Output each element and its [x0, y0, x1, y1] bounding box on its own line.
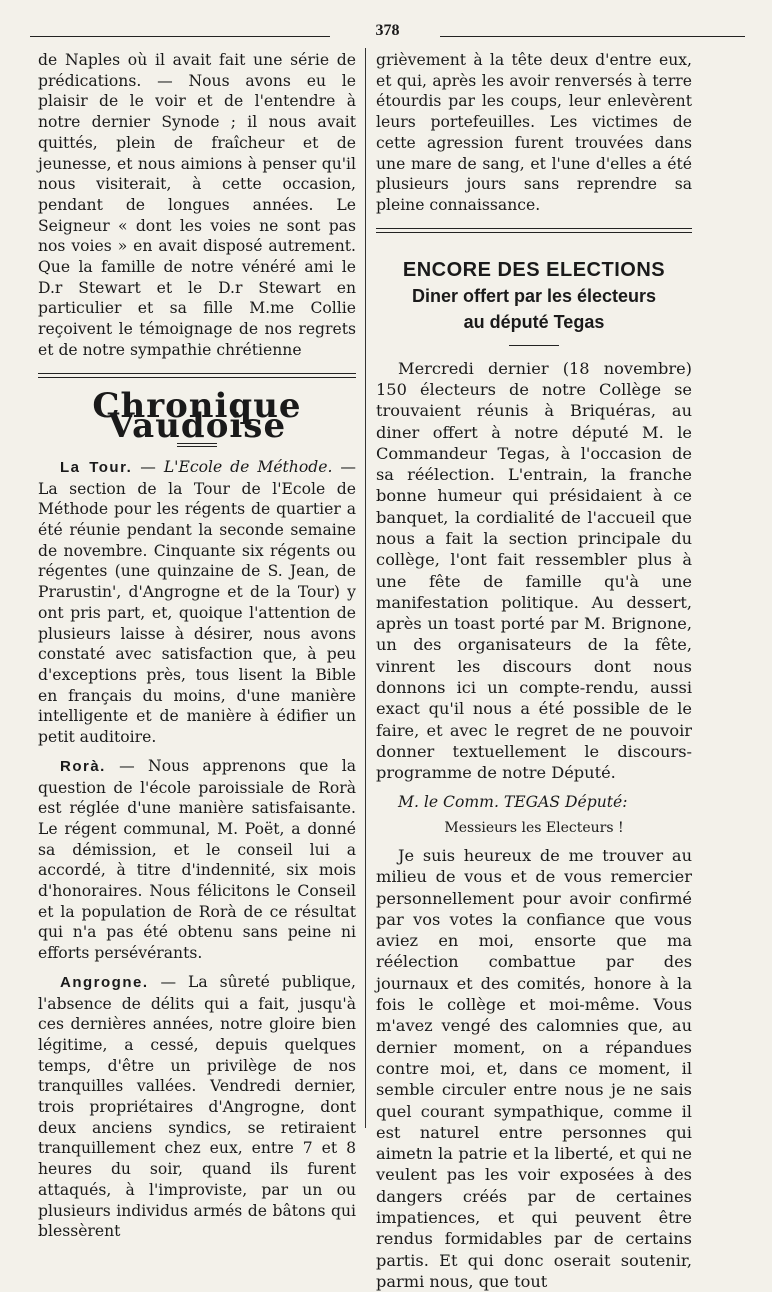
- header-rule-right: [440, 36, 745, 37]
- section-text: La sûreté publique, l'absence de délits qui a fait, jusqu'à ces dernières années, notre gloire bien légitime, a cessé, depuis quelques temps, d'être un privilège de nos tranquilles vallées. Vendredi dernier, trois propriétaires d'Angrogne, dont deux anciens syndics, se retiraient tranquillement chez eux, entre 7 et 8 heures du soir, quand ils furent attaqués, à l'improviste, par un ou plusieurs individus armés de bâtons qui blessèrent: [38, 972, 356, 1241]
- greeting: Messieurs les Electeurs !: [444, 820, 624, 837]
- section-text: Nous apprenons que la question de l'école paroissiale de Rorà est réglée d'une manière satisfaisante. Le régent communal, M. Poët, a donné sa démission, et le conseil lui a accordé, à titre d'indennité, six mois d'honoraires. Nous félicitons le Conseil et la population de Rorà de ce résultat qui n'a pas été obtenu sans peine ni efforts persévérants.: [38, 756, 356, 963]
- title-rule: [509, 345, 559, 346]
- chronicle-title: Chronique Vaudoise: [92, 385, 302, 447]
- left-column: [38, 50, 356, 1250]
- article-title-line3: au député Tegas: [463, 311, 605, 332]
- section-angrogne: Angrogne. — La sûreté publique, l'absence de délits qui a fait, jusqu'à ces dernières années, notre gloire bien légitime, a cessé, depuis quelques temps, d'être un privilège de nos tranquilles vallées. Vendredi dernier, trois propriétaires d'Angrogne, dont deux anciens syndics, se retiraient tranquillement chez eux, entre 7 et 8 heures du soir, quand ils furent attaqués, à l'improviste, par un ou plusieurs individus armés de bâtons qui blessèrent: [38, 972, 356, 1241]
- article-title-line2: Diner offert par les électeurs: [411, 285, 657, 306]
- section-rule: [38, 373, 356, 378]
- right-column: [376, 50, 692, 1292]
- page-number: 378: [375, 22, 400, 39]
- section-la-tour: La Tour. — L'Ecole de Méthode. — La section de la Tour de l'Ecole de Méthode pour les régents de quartier a été réunie pendant la seconde semaine de novembre. Cinquante six régents ou régentes (une quinzaine de S. Jean, de Prarustin', d'Angrogne et de la Tour) y ont pris part, et, quoique l'attention de plusieurs laisse à désirer, nous avons constaté avec satisfaction que, à peu d'exceptions près, tous lisent la Bible en français du moins, d'une manière intelligente et de manière à édifier un petit auditoire.: [38, 457, 356, 747]
- section-rule: [376, 228, 692, 233]
- continuation-paragraph: grièvement à la tête deux d'entre eux, et qui, après les avoir renversés à terre étourdis par les coups, leur enlevèrent leurs portefeuilles. Les victimes de cette agression furent trouvées dans une mare de sang, et l'une d'elles a été plusieurs jours sans reprendre sa pleine connaissance.: [376, 51, 692, 214]
- place-name: Angrogne.: [60, 973, 149, 991]
- page-header: [30, 22, 745, 46]
- place-name: La Tour.: [60, 458, 133, 476]
- section-text: La section de la Tour de l'Ecole de Méthode pour les régents de quartier a été réunie pendant la seconde semaine de novembre. Cinquante six régents ou régentes (une quinzaine de S. Jean, de Prarustin', d'Angrogne et de la Tour) y ont pris part, et, quoique l'attention de plusieurs laisse à désirer, nous avons constaté avec satisfaction que, à peu d'exceptions près, tous lisent la Bible en français du moins, d'une manière intelligente et de manière à édifier un petit auditoire.: [38, 479, 356, 747]
- intro-paragraph: de Naples où il avait fait une série de prédications. — Nous avons eu le plaisir de le voir et de l'entendre à notre dernier Synode ; il nous avait quittés, plein de fraîcheur et de jeunesse, et nous aimions à penser qu'il nous visiterait, à cette occasion, pendant de longues années. Le Seigneur « dont les voies ne sont pas nos voies » en avait disposé autrement. Que la famille de notre vénéré ami le D.r Stewart et le D.r Stewart en particulier et sa fille M.me Collie reçoivent le témoignage de nos regrets et de notre sympathie chrétienne: [38, 51, 356, 359]
- article-body: Mercredi dernier (18 novembre) 150 électeurs de notre Collège se trouvaient réunis à Briquéras, au diner offert à notre député M. le Commandeur Tegas, à l'occasion de sa réélection. L'entrain, la franche bonne humeur qui présidaient à ce banquet, la cordialité de l'accueil que nous a fait la section principale du collège, l'ont fait ressembler plus à une fête de famille qu'à une manifestation politique. Au dessert, après un toast porté par M. Brignone, un des organisateurs de la fête, vinrent les discours dont nous donnons ici un compte-rendu, aussi exact qu'il nous a été possible de le faire, et avec le regret de ne pouvoir donner textuellement le discours-programme de notre Député.: [376, 358, 692, 783]
- speech-text: Je suis heureux de me trouver au milieu de vous et de vous remercier personnellement pour avoir confirmé par vos votes la confiance que vous aviez en moi, ensorte que ma réélection combattue par des journaux et des comités, honore à la fois le collège et moi-même. Vous m'avez vengé des calomnies que, au dernier moment, on a répandues contre moi, et, dans ce moment, il semble circuler entre nous je ne sais quel courant sympathique, comme il est naturel entre personnes qui aimetn la patrie et la liberté, et qui ne veulent pas les voir exposées à des dangers créés par de certaines impatiences, et qui peuvent être rendus formidables par de certains partis. Et qui donc oserait soutenir, parmi nous, que tout: [376, 845, 692, 1291]
- column-divider: [365, 48, 366, 1128]
- section-subtitle: L'Ecole de Méthode.: [163, 457, 333, 476]
- place-name: Rorà.: [60, 757, 106, 775]
- speaker-line: M. le Comm. TEGAS Député:: [398, 792, 628, 811]
- article-title-line1: ENCORE DES ELECTIONS: [402, 258, 666, 281]
- section-rora: Rorà. — Nous apprenons que la question de l'école paroissiale de Rorà est réglée d'une manière satisfaisante. Le régent communal, M. Poët, a donné sa démission, et le conseil lui a accordé, à titre d'indennité, six mois d'honoraires. Nous félicitons le Conseil et la population de Rorà de ce résultat qui n'a pas été obtenu sans peine ni efforts persévérants.: [38, 756, 356, 963]
- article-title: [376, 257, 692, 335]
